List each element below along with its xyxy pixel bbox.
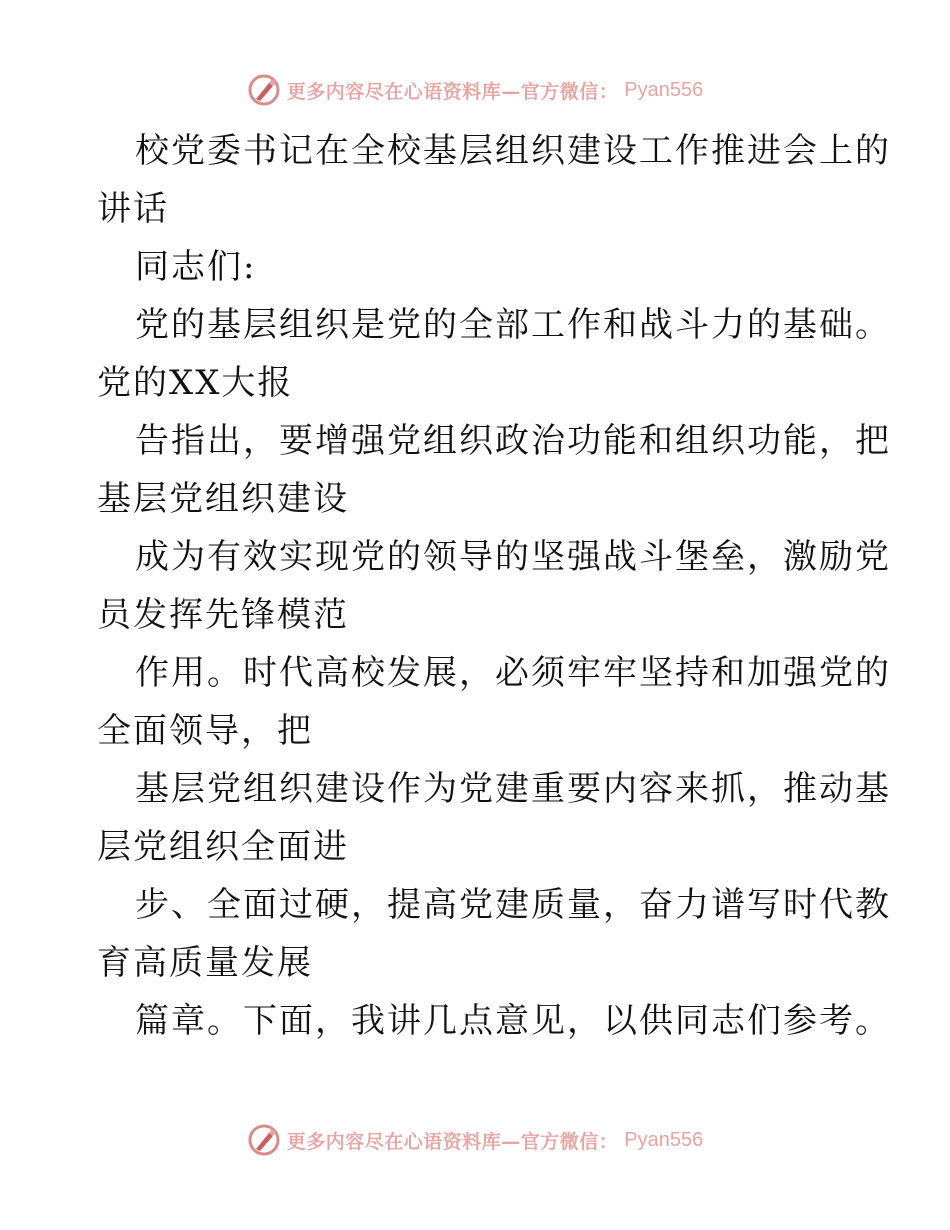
watermark-wechat-id: Pyan556 [624, 1128, 704, 1151]
watermark-text: 更多内容尽在心语资料库—官方微信： [286, 80, 619, 103]
text-line: 同志们: [135, 247, 257, 287]
text-line: 校党委书记在全校基层组织建设工作推进会上的 [135, 131, 891, 171]
text-line: 篇章。下面，我讲几点意见，以供同志们参考。 [135, 1001, 891, 1041]
text-line: 育高质量发展 [97, 943, 313, 983]
text-line: 基层党组织建设 [97, 479, 349, 519]
text-line: 告指出，要增强党组织政治功能和组织功能，把 [135, 421, 891, 461]
text-line: 党的XX大报 [97, 363, 294, 403]
text-line: 层党组织全面进 [97, 827, 349, 867]
header-watermark [0, 70, 950, 110]
watermark-text: 更多内容尽在心语资料库—官方微信： [286, 1130, 619, 1153]
text-line: 讲话 [97, 189, 169, 229]
text-line: 基层党组织建设作为党建重要内容来抓，推动基 [135, 769, 891, 809]
text-line: 成为有效实现党的领导的坚强战斗堡垒，激励党 [135, 537, 891, 577]
text-line: 步、全面过硬，提高党建质量，奋力谱写时代教 [135, 885, 891, 925]
footer-watermark [0, 1120, 950, 1160]
watermark-wechat-id: Pyan556 [624, 78, 704, 101]
text-line: 员发挥先锋模范 [97, 595, 349, 635]
pen-logo-icon [247, 73, 281, 107]
pen-logo-icon [247, 1123, 281, 1157]
document-body [97, 122, 891, 1050]
text-line: 作用。时代高校发展，必须牢牢坚持和加强党的 [135, 653, 891, 693]
text-line: 全面领导，把 [97, 711, 313, 751]
text-line: 党的基层组织是党的全部工作和战斗力的基础。 [135, 305, 891, 345]
